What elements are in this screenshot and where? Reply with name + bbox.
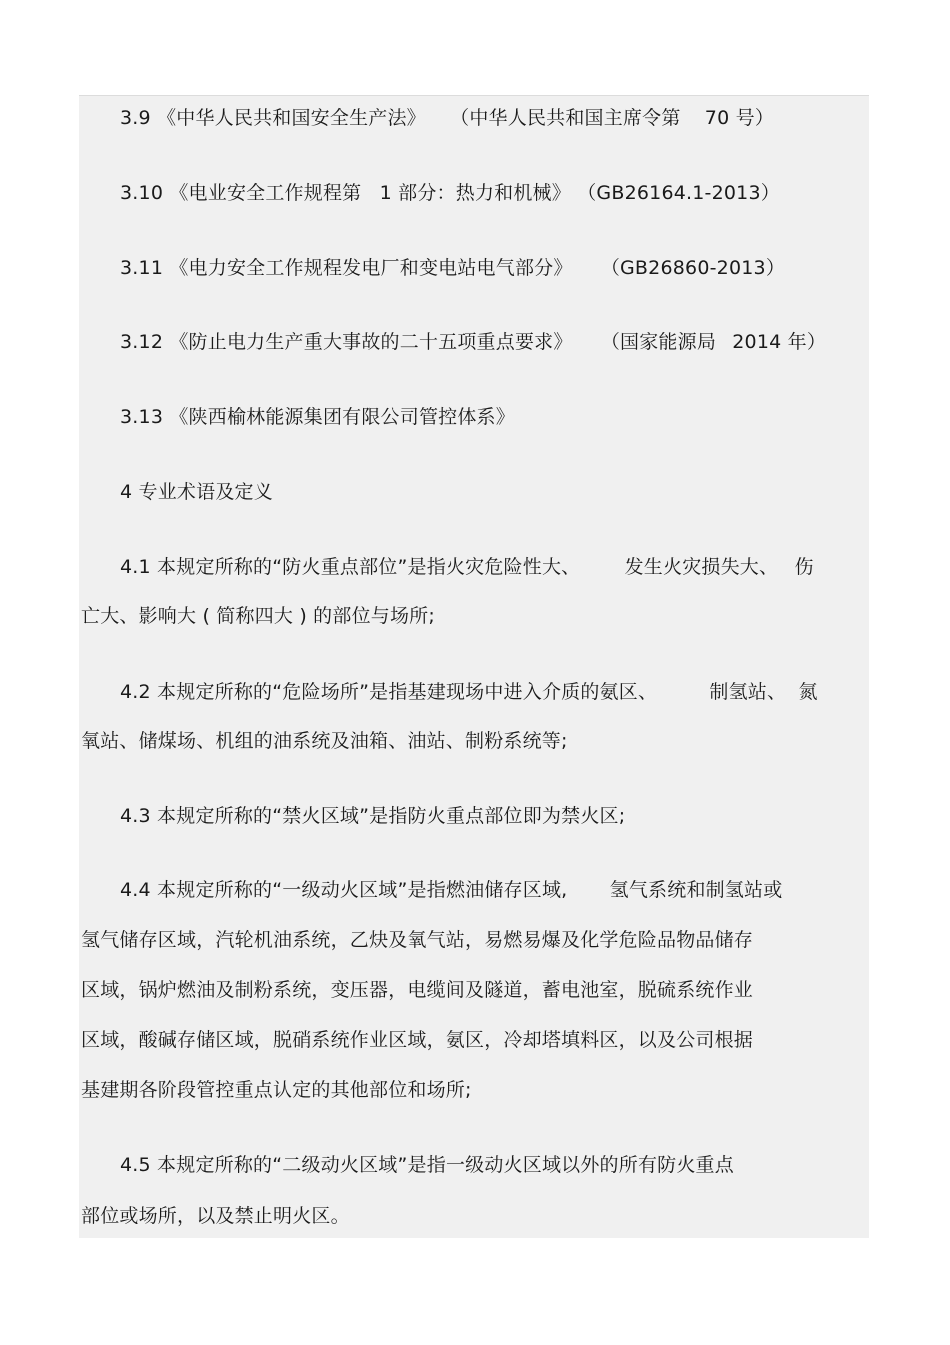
text-run: 伤 [794, 556, 814, 578]
reference-title: 《陕西榆林能源集团有限公司管控体系》 [169, 406, 515, 428]
reference-3-12 [120, 330, 826, 354]
reference-source: （国家能源局 [600, 331, 717, 353]
definition-4-4-line-3: 区域，锅炉燃油及制粉系统，变压器，电缆间及隧道，蓄电池室，脱硫系统作业 [81, 979, 754, 1001]
definition-4-3: 4.3 本规定所称的“禁火区域”是指防火重点部位即为禁火区; [120, 805, 626, 827]
reference-code: （GB26860-2013） [600, 257, 786, 279]
reference-title: 《防止电力生产重大事故的二十五项重点要求》 [169, 331, 573, 353]
reference-3-10 [120, 181, 780, 205]
reference-3-9 [120, 106, 774, 130]
section-heading: 4 专业术语及定义 [120, 481, 273, 503]
text-run: 4.4 本规定所称的“一级动火区域”是指燃油储存区域, [120, 879, 568, 901]
reference-title: 《电业安全工作规程第 [169, 182, 362, 204]
reference-3-13 [120, 405, 515, 429]
definition-4-5-line-1: 4.5 本规定所称的“二级动火区域”是指一级动火区域以外的所有防火重点 [120, 1154, 734, 1176]
definition-4-1-line-2: 亡大、影响大 ( 简称四大 ) 的部位与场所; [81, 605, 435, 627]
reference-source-number: 70 号） [704, 107, 775, 129]
definition-4-4-line-1 [120, 878, 782, 902]
text-run: 发生火灾损失大、 [624, 556, 779, 578]
reference-number: 3.12 [120, 331, 164, 353]
reference-number: 3.13 [120, 406, 164, 428]
reference-part: 1 部分：热力和机械》 [379, 182, 571, 204]
text-run: 氮 [798, 681, 818, 703]
reference-source: （中华人民共和国主席令第 [450, 107, 681, 129]
reference-3-11 [120, 256, 785, 280]
text-run: 4.2 本规定所称的“危险场所”是指基建现场中进入介质的氨区、 [120, 681, 658, 703]
definition-4-1-line-1 [120, 555, 814, 579]
text-run: 制氢站、 [709, 681, 787, 703]
definition-4-5-line-2: 部位或场所，以及禁止明火区。 [81, 1205, 350, 1227]
reference-number: 3.11 [120, 257, 164, 279]
reference-title: 《中华人民共和国安全生产法》 [157, 107, 426, 129]
text-run: 氢气系统和制氢站或 [609, 879, 783, 901]
reference-code: （GB26164.1-2013） [577, 182, 780, 204]
definition-4-4-line-2: 氢气储存区域，汽轮机油系统，乙炔及氧气站，易燃易爆及化学危险品物品储存 [81, 929, 754, 951]
definition-4-4-line-5: 基建期各阶段管控重点认定的其他部位和场所; [81, 1079, 472, 1101]
reference-number: 3.10 [120, 182, 164, 204]
definition-4-2-line-1 [120, 680, 818, 704]
definition-4-4-line-4: 区域，酸碱存储区域，脱硝系统作业区域，氨区，冷却塔填料区，以及公司根据 [81, 1029, 754, 1051]
reference-number: 3.9 [120, 107, 151, 129]
text-run: 4.1 本规定所称的“防火重点部位”是指火灾危险性大、 [120, 556, 581, 578]
reference-title: 《电力安全工作规程发电厂和变电站电气部分》 [169, 257, 573, 279]
definition-4-2-line-2: 氧站、储煤场、机组的油系统及油箱、油站、制粉系统等; [81, 730, 568, 752]
reference-year: 2014 年） [732, 331, 827, 353]
